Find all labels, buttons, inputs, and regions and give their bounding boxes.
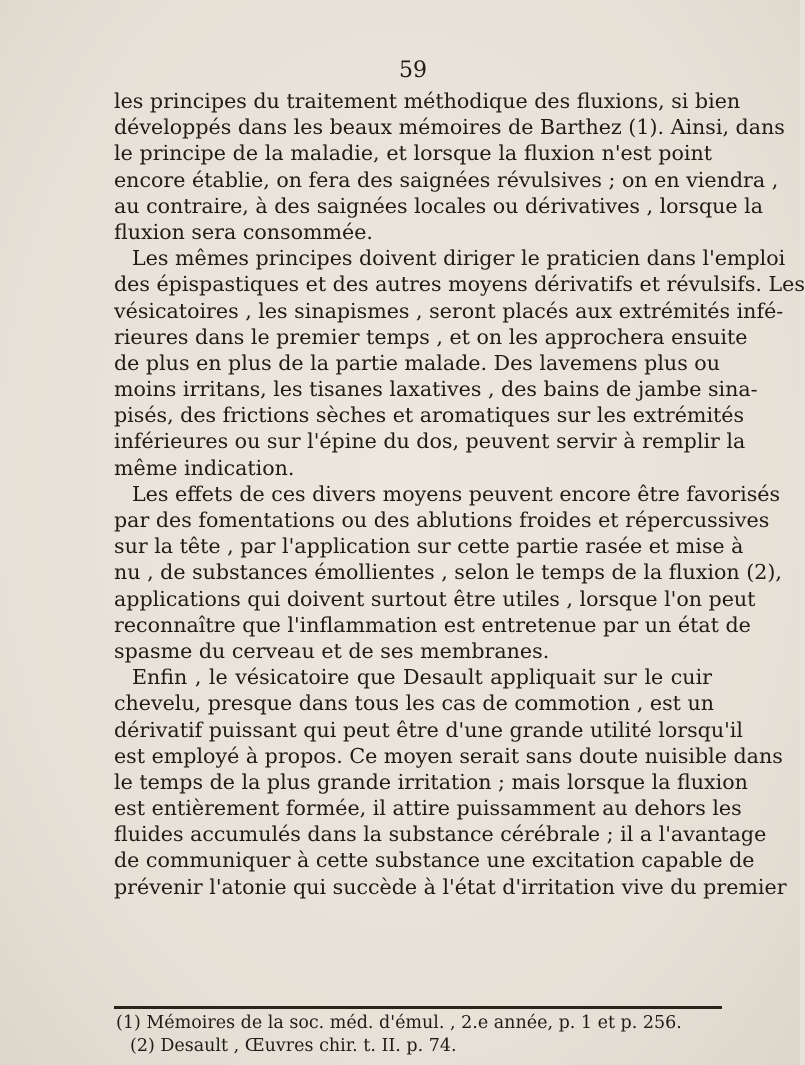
text-line: fluides accumulés dans la substance cérébrale ; il a l'avantage [114,822,767,847]
text-line: nu , de substances émollientes , selon le temps de la fluxion (2), [114,560,782,585]
text-line: chevelu, presque dans tous les cas de commotion , est un [114,691,714,716]
text-line: sur la tête , par l'application sur cette partie rasée et mise à [114,534,744,559]
footnote-divider [114,1006,722,1009]
text-line: fluxion sera consommée. [114,219,373,244]
text-line: Les mêmes principes doivent diriger le praticien dans l'emploi [132,246,786,271]
text-line: au contraire, à des saignées locales ou dérivatives , lorsque la [114,193,764,218]
text-line: applications qui doivent surtout être utiles , lorsque l'on peut [114,586,756,611]
text-line: est entièrement formée, il attire puissamment au dehors les [114,796,742,821]
text-line: encore établie, on fera des saignées révulsives ; on en viendra , [114,167,779,192]
text-line: développés dans les beaux mémoires de Barthez (1). Ainsi, dans [114,115,785,140]
text-line: pisés, des frictions sèches et aromatiques sur les extrémités [114,403,745,428]
text-line: Enfin , le vésicatoire que Desault appliquait sur le cuir [132,665,712,690]
footnote: (1) Mémoires de la soc. méd. d'émul. , 2.e année, p. 1 et p. 256. [116,1013,682,1033]
text-line: est employé à propos. Ce moyen serait sans doute nuisible dans [114,743,783,768]
text-line: de plus en plus de la partie malade. Des lavemens plus ou [114,350,720,375]
text-line: même indication. [114,455,295,480]
text-line: par des fomentations ou des ablutions froides et répercussives [114,508,770,532]
text-line: les principes du traitement méthodique des fluxions, si bien [114,89,741,113]
text-line: des épispastiques et des autres moyens dérivatifs et révulsifs. Les [114,272,805,297]
text-line: reconnaître que l'inflammation est entretenue par un état de [114,612,751,637]
text-line: dérivatif puissant qui peut être d'une grande utilité lorsqu'il [114,717,743,742]
text-line: le temps de la plus grande irritation ; mais lorsque la fluxion [114,769,748,794]
text-line: inférieures ou sur l'épine du dos, peuvent servir à remplir la [114,429,746,454]
body-text [114,88,805,900]
text-line: prévenir l'atonie qui succède à l'état d'irritation vive du premier [114,874,787,899]
footnote: (2) Desault , Œuvres chir. t. II. p. 74. [130,1036,457,1056]
text-line: Les effets de ces divers moyens peuvent encore être favorisés [132,481,781,506]
text-line: le principe de la maladie, et lorsque la fluxion n'est point [114,141,712,166]
text-line: spasme du cerveau et de ses membranes. [114,638,550,663]
text-line: de communiquer à cette substance une excitation capable de [114,848,755,873]
text-line: moins irritans, les tisanes laxatives , des bains de jambe sina- [114,377,758,402]
text-line: vésicatoires , les sinapismes , seront placés aux extrémités infé- [114,298,784,323]
text-line: rieures dans le premier temps , et on les approchera ensuite [114,324,748,349]
page-number: 59 [399,58,427,83]
footnotes [116,1012,716,1058]
